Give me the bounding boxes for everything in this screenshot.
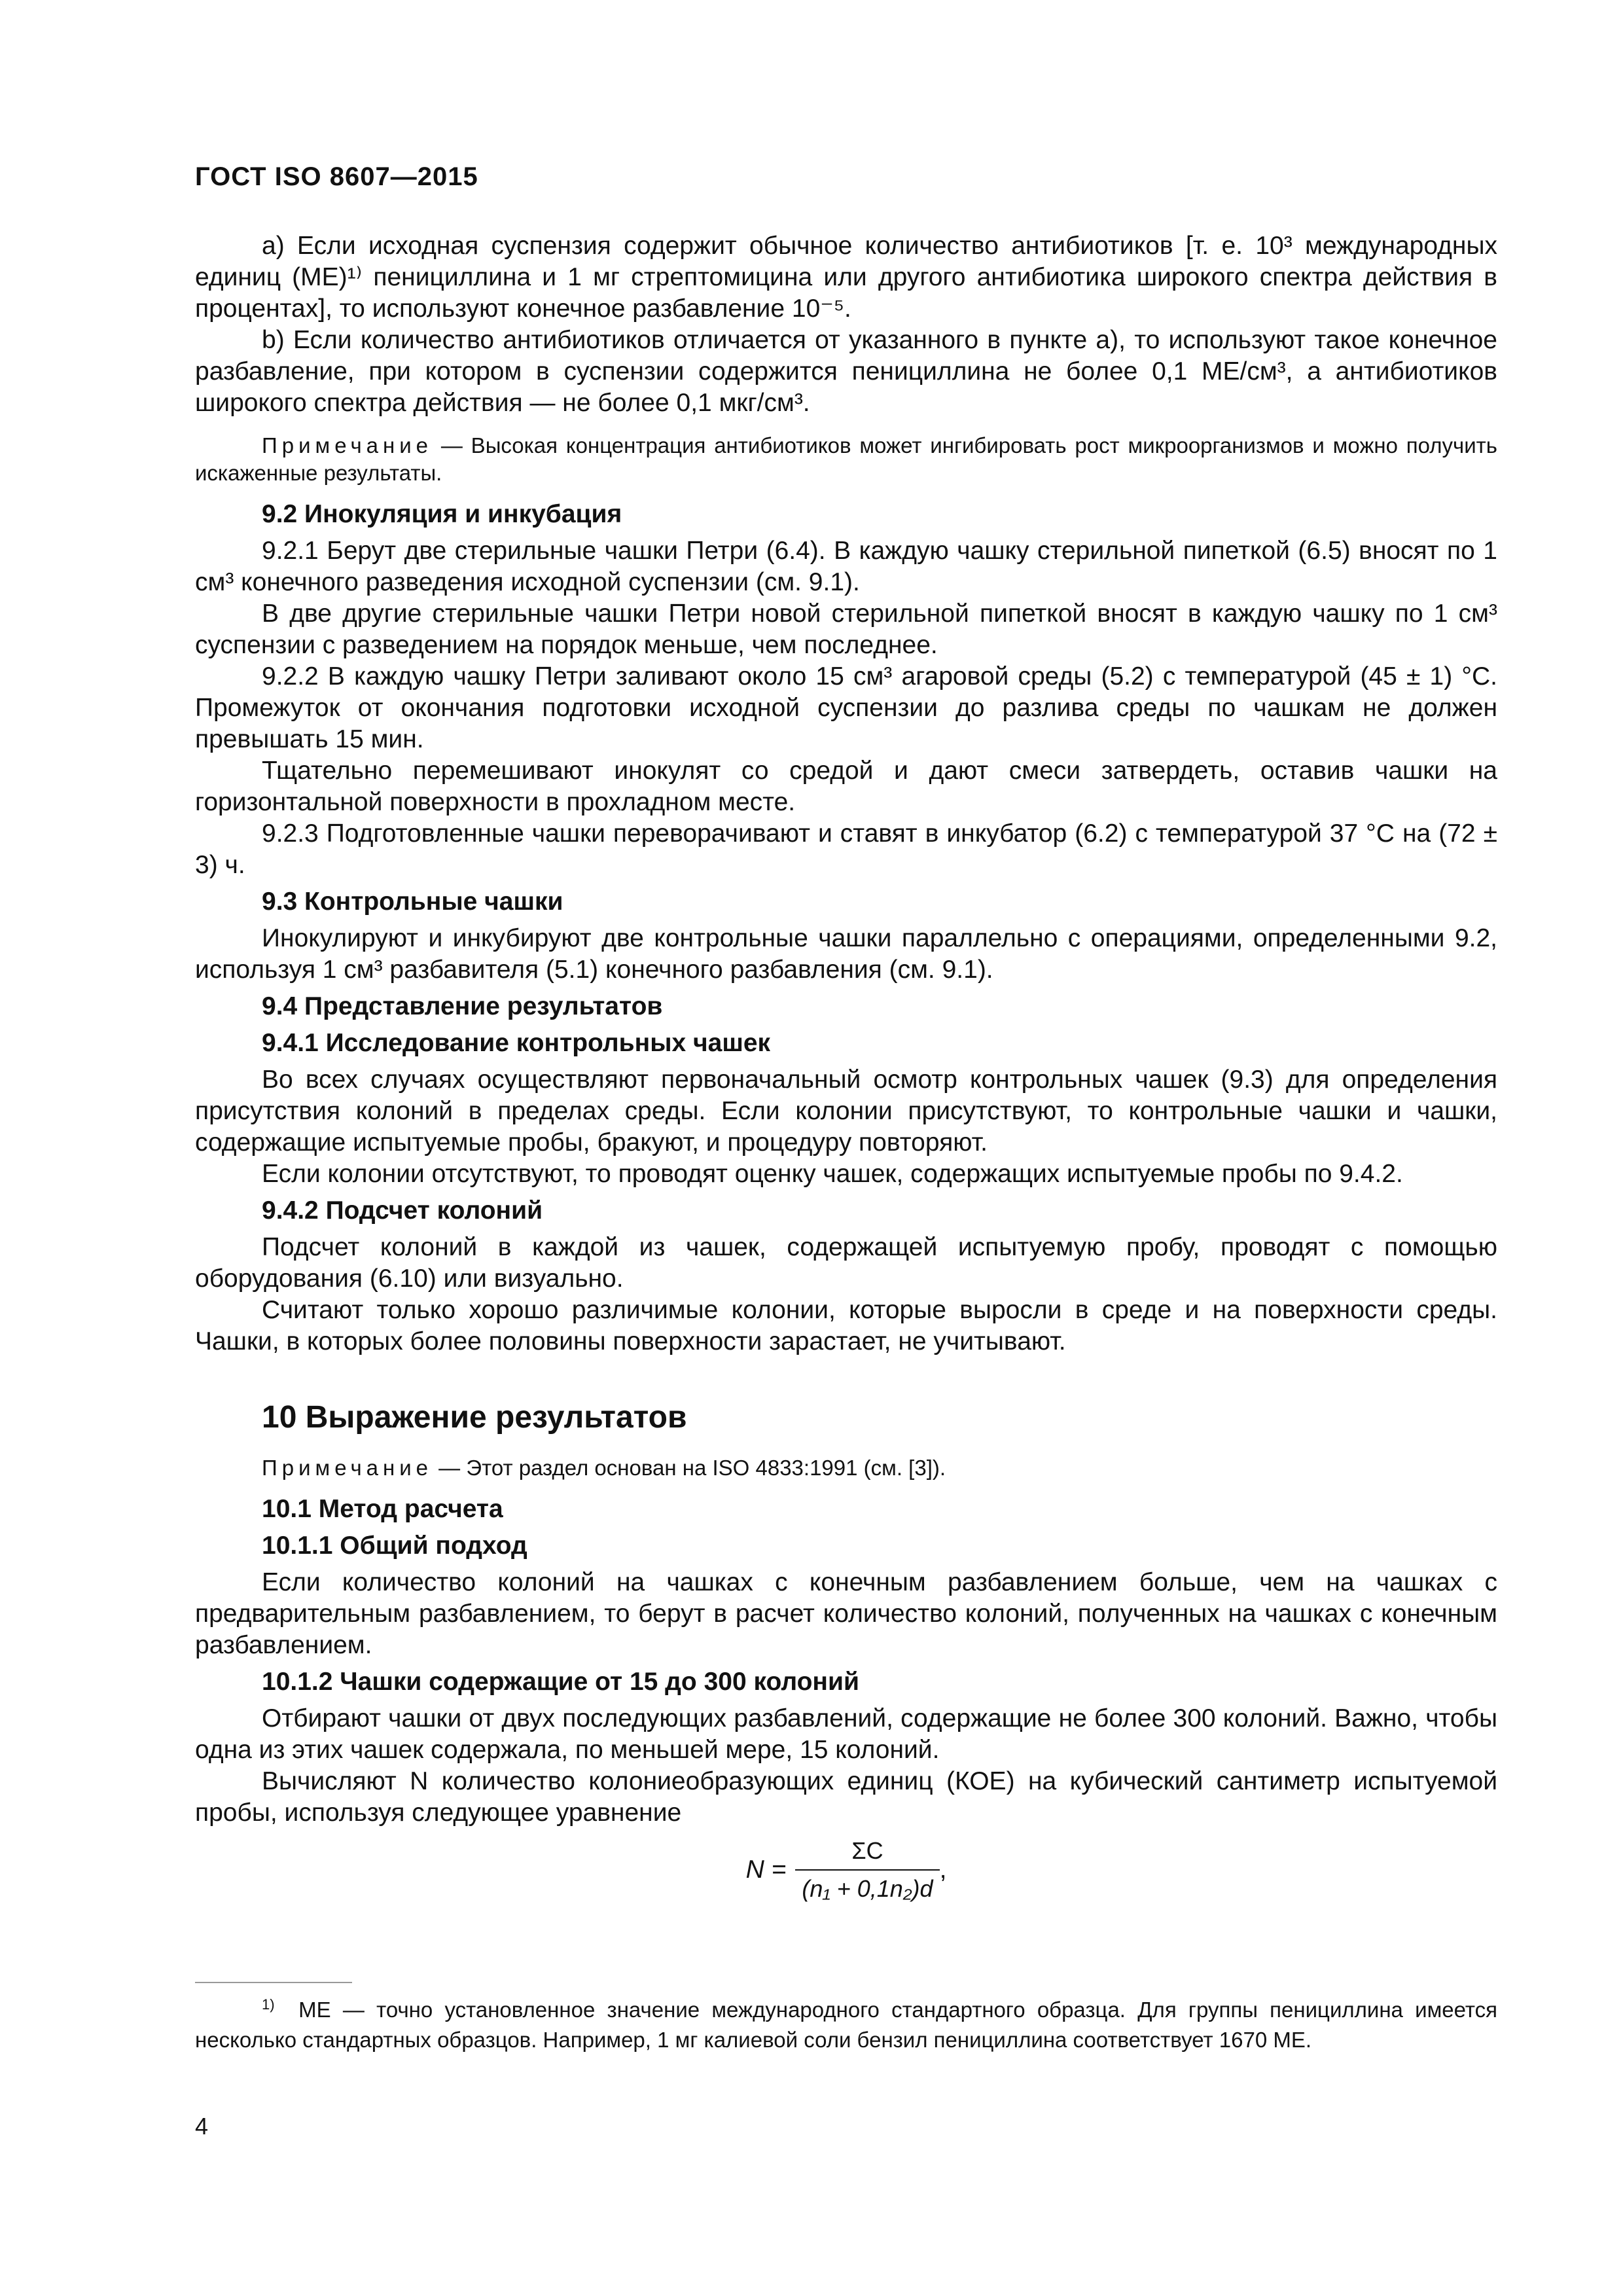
formula-denominator: (n₁ + 0,1n₂)d bbox=[795, 1869, 939, 1905]
paragraph-9-3: Инокулируют и инкубируют две контрольные чашки параллельно с операциями, определенными 9.2, используя 1 см³ разбавителя (5.1) конечного разбавления (см. 9.1). bbox=[195, 924, 1497, 984]
heading-9-2: 9.2 Инокуляция и инкубация bbox=[262, 500, 622, 528]
paragraph-9-4-2b: Считают только хорошо различимые колонии, которые выросли в среде и на поверхности среды. Чашки, в которых более половины поверхности зарастает, не учитывают. bbox=[195, 1296, 1497, 1355]
paragraph-10-1-1: Если количество колоний на чашках с конечным разбавлением больше, чем на чашках с предварительным разбавлением, то берут в расчет количество колоний, полученных на чашках с конечным разбавлением. bbox=[195, 1568, 1497, 1659]
heading-9-4-1: 9.4.1 Исследование контрольных чашек bbox=[262, 1029, 771, 1057]
heading-10: 10 Выражение результатов bbox=[262, 1400, 687, 1435]
heading-10-1-2: 10.1.2 Чашки содержащие от 15 до 300 колоний bbox=[262, 1668, 859, 1696]
footnote-divider bbox=[195, 1982, 352, 1983]
note-text: — Высокая концентрация антибиотиков может ингибировать рост микроорганизмов и можно получить искаженные результаты. bbox=[195, 433, 1497, 485]
note-label: Примечание bbox=[262, 1456, 433, 1480]
heading-10-1-1: 10.1.1 Общий подход bbox=[262, 1532, 527, 1560]
footnote-mark: 1) bbox=[262, 1996, 275, 2013]
paragraph-10-1-2: Отбирают чашки от двух последующих разбавлений, содержащие не более 300 колоний. Важно, чтобы одна из этих чашек содержала, по меньшей мере, 15 колоний. bbox=[195, 1704, 1497, 1764]
paragraph-10-1-2b: Вычисляют N количество колониеобразующих единиц (КОЕ) на кубический сантиметр испытуемой пробы, используя следующее уравнение bbox=[195, 1767, 1497, 1827]
formula-numerator: ΣC bbox=[851, 1837, 883, 1864]
paragraph-9-2-2: 9.2.2 В каждую чашку Петри заливают около 15 см³ агаровой среды (5.2) с температурой (45 ± 1) °С. Промежуток от окончания подготовки исходной суспензии до разлива среды по чашкам не должен превышать 15 мин. bbox=[195, 662, 1497, 753]
paragraph-9-4-2: Подсчет колоний в каждой из чашек, содержащей испытуемую пробу, проводят с помощью оборудования (6.10) или визуально. bbox=[195, 1233, 1497, 1293]
footnote-text: МЕ — точно установленное значение международного стандартного образца. Для группы пенициллина имеется несколько стандартных образцов. Например, 1 мг калиевой соли бензил пенициллина соответствует 1670 МЕ. bbox=[195, 1998, 1497, 2052]
formula-tail: , bbox=[939, 1856, 947, 1884]
document-header: ГОСТ ISO 8607—2015 bbox=[195, 162, 478, 191]
paragraph-9-4-1b: Если колонии отсутствуют, то проводят оценку чашек, содержащих испытуемые пробы по 9.4.2. bbox=[262, 1160, 1403, 1188]
note-text: — Этот раздел основан на ISO 4833:1991 (см. [3]). bbox=[433, 1456, 946, 1480]
formula-lhs: N = bbox=[745, 1856, 787, 1884]
paragraph-9-4-1: Во всех случаях осуществляют первоначальный осмотр контрольных чашек (9.3) для определения присутствия колоний в пределах среды. Если колонии присутствуют, то контрольные чашки и чашки, содержащие испытуемые пробы, бракуют, и процедуру повторяют. bbox=[195, 1066, 1497, 1157]
formula-fraction bbox=[795, 1835, 939, 1905]
paragraph-9-2-2b: Тщательно перемешивают инокулят со средой и дают смеси затвердеть, оставив чашки на горизонтальной поверхности в прохладном месте. bbox=[195, 757, 1497, 816]
document-page bbox=[195, 0, 1497, 2296]
note-section-source bbox=[195, 1454, 1497, 1482]
paragraph-b: b) Если количество антибиотиков отличается от указанного в пункте а), то используют такое конечное разбавление, при котором в суспензии содержится пенициллина не более 0,1 МЕ/см³, а антибиотиков широкого спектра действия — не более 0,1 мкг/см³. bbox=[195, 326, 1497, 417]
page-number: 4 bbox=[195, 2113, 209, 2140]
note-antibiotics bbox=[195, 432, 1497, 487]
heading-9-3: 9.3 Контрольные чашки bbox=[262, 888, 563, 916]
document-body bbox=[195, 230, 1497, 1905]
paragraph-9-2-3: 9.2.3 Подготовленные чашки переворачивают и ставят в инкубатор (6.2) с температурой 37 °С на (72 ± 3) ч. bbox=[195, 819, 1497, 879]
heading-9-4-2: 9.4.2 Подсчет колоний bbox=[262, 1196, 543, 1225]
note-label: Примечание bbox=[262, 433, 433, 457]
paragraph-a: a) Если исходная суспензия содержит обычное количество антибиотиков [т. е. 10³ международных единиц (МЕ)¹⁾ пенициллина и 1 мг стрептомицина или другого антибиотика широкого спектра действия в процентах], то используют конечное разбавление 10⁻⁵. bbox=[195, 232, 1497, 323]
paragraph-9-2-1: 9.2.1 Берут две стерильные чашки Петри (6.4). В каждую чашку стерильной пипеткой (6.5) вносят по 1 см³ конечного разведения исходной суспензии (см. 9.1). bbox=[195, 537, 1497, 596]
heading-10-1: 10.1 Метод расчета bbox=[262, 1495, 503, 1523]
footnote bbox=[195, 1995, 1497, 2055]
formula-cfu bbox=[195, 1835, 1497, 1905]
heading-9-4: 9.4 Представление результатов bbox=[262, 992, 663, 1020]
paragraph-9-2-1b: В две другие стерильные чашки Петри новой стерильной пипеткой вносят в каждую чашку по 1 см³ суспензии с разведением на порядок меньше, чем последнее. bbox=[195, 600, 1497, 659]
